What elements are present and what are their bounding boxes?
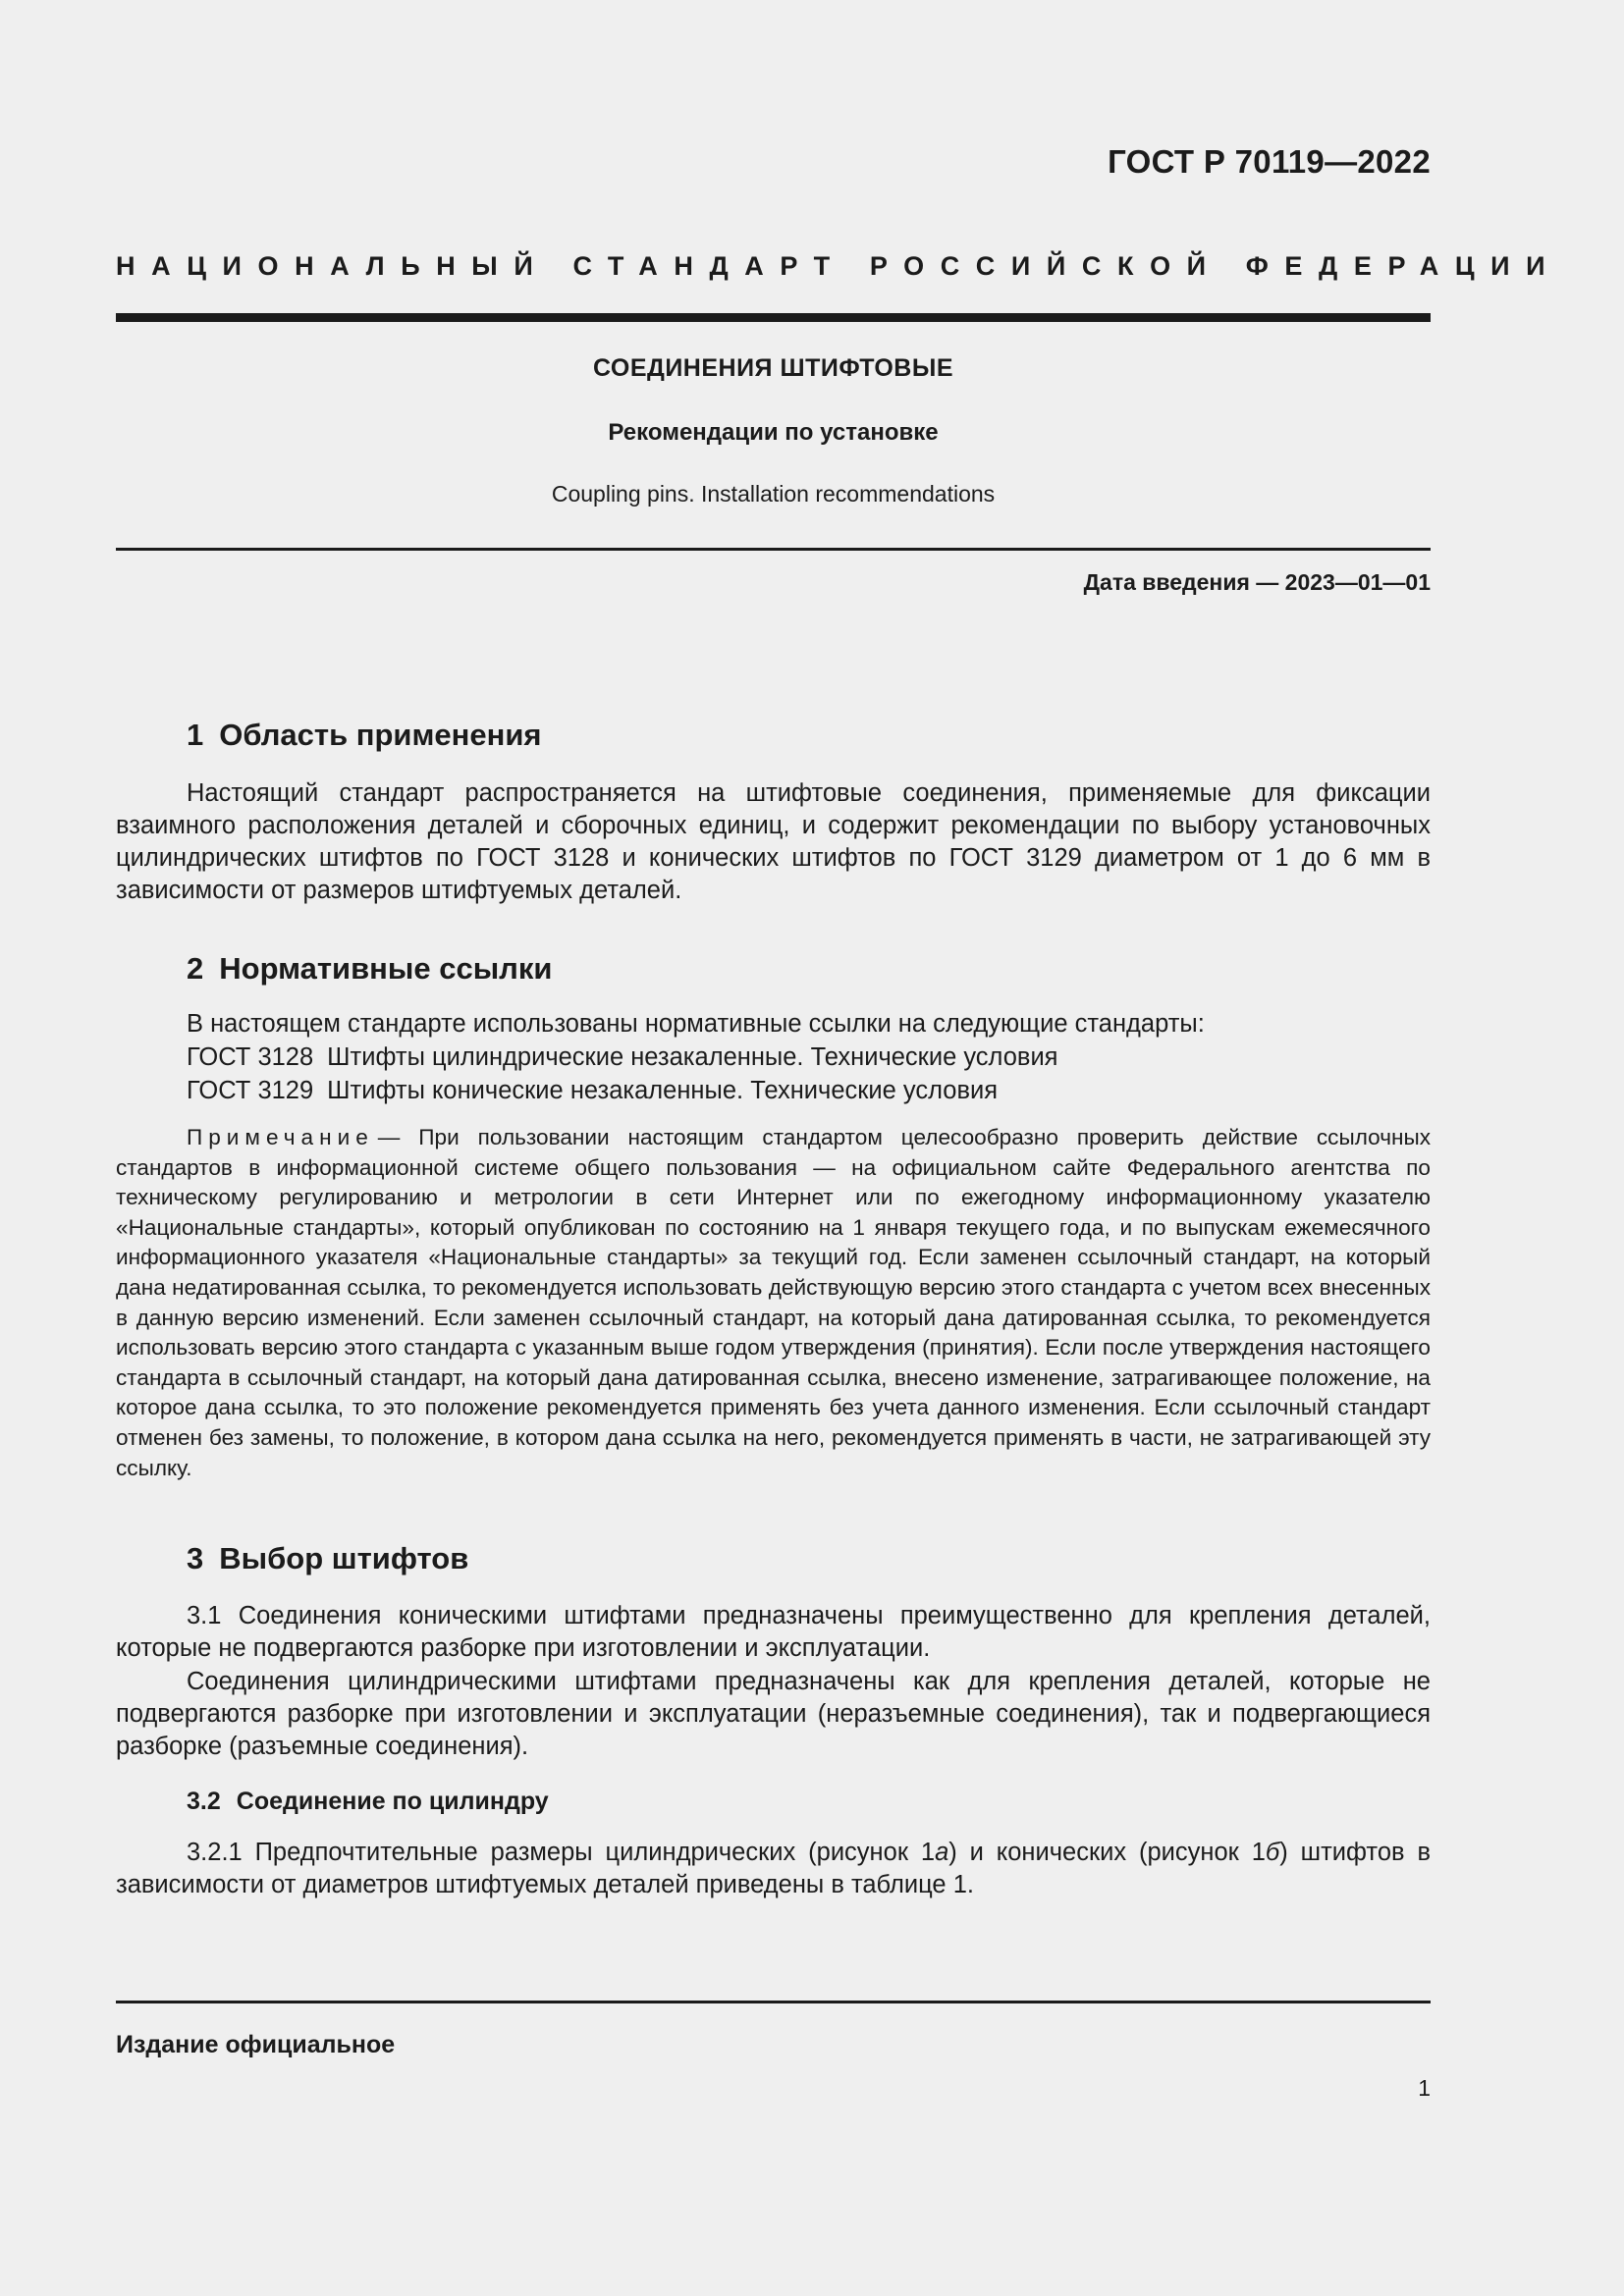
section-title: Выбор штифтов: [219, 1541, 469, 1575]
reference-item: [187, 1041, 1058, 1074]
section-number: 3: [187, 1541, 204, 1575]
section-number: 1: [187, 718, 204, 752]
section-title: Нормативные ссылки: [219, 951, 553, 986]
standard-banner: НАЦИОНАЛЬНЫЙ СТАНДАРТ РОССИЙСКОЙ ФЕДЕРАЦИИ: [116, 251, 1562, 281]
edition-label: Издание официальное: [116, 2031, 396, 2058]
document-page: [116, 0, 1562, 2296]
paragraph-text: ) штифтов в зависимости от диаметров штифтуемых деталей приведены в таблице 1.: [116, 1839, 1431, 1898]
section-1-paragraph: Настоящий стандарт распространяется на штифтовые соединения, применяемые для фиксации взаимного расположения деталей и сборочных единиц, и содержит рекомендации по выбору установочных цилиндрических штифтов по ГОСТ 3128 и конических штифтов по ГОСТ 3129 диаметром от 1 до 6 мм в зависимости от размеров штифтуемых деталей.: [116, 779, 1431, 904]
section-3-1-paragraph-2: Соединения цилиндрическими штифтами предназначены как для крепления деталей, которые не подвергаются разборке при изготовлении и эксплуатации (неразъемные соединения), так и подвергающиеся разборке (разъемные соединения).: [116, 1668, 1431, 1760]
reference-item: [187, 1075, 998, 1107]
section-3-1-paragraph: 3.1 Соединения коническими штифтами предназначены преимущественно для крепления деталей, которые не подвергаются разборке при изготовлении и эксплуатации.: [116, 1602, 1431, 1662]
footer-rule: [116, 2001, 1431, 2003]
document-subtitle: Рекомендации по установке: [608, 419, 939, 446]
references-intro: В настоящем стандарте использованы нормативные ссылки на следующие стандарты:: [187, 1010, 1205, 1038]
figure-ref-a: а: [935, 1839, 949, 1866]
header-rule: [116, 313, 1431, 322]
note-label: Примечание: [187, 1125, 374, 1149]
reference-code: ГОСТ 3128: [187, 1043, 314, 1071]
subsection-title: Соединение по цилиндру: [236, 1788, 549, 1815]
section-3-heading: [187, 1541, 468, 1576]
figure-ref-b: б: [1265, 1839, 1280, 1866]
introduction-date: Дата введения — 2023—01—01: [1083, 569, 1431, 595]
note-paragraph: [116, 1123, 1431, 1483]
title-rule: [116, 548, 1431, 551]
page-number: 1: [1418, 2075, 1431, 2101]
note-text: — При пользовании настоящим стандартом целесообразно проверить действие ссылочных стандартов в информационной системе общего пользования — на официальном сайте Федерального агентства по техническому регулированию и метрологии в сети Интернет или по ежегодному информационному указателю «Национальные стандарты», который опубликован по состоянию на 1 января текущего года, и по выпускам ежемесячного информационного указателя «Национальные стандарты» за текущий год. Если заменен ссылочный стандарт, на который дана недатированная ссылка, то рекомендуется использовать действующую версию этого стандарта с учетом всех внесенных в данную версию изменений. Если заменен ссылочный стандарт, на который дана датированная ссылка, то рекомендуется использовать версию этого стандарта с указанным выше годом утверждения (принятия). Если после утверждения настоящего стандарта в ссылочный стандарт, на который дана датированная ссылка, внесено изменение, затрагивающее положение, на которое дана ссылка, то это положение рекомендуется применять без учета данного изменения. Если ссылочный стандарт отменен без замены, то положение, в котором дана ссылка на него, рекомендуется применять в части, не затрагивающей эту ссылку.: [116, 1125, 1431, 1480]
section-1-heading: [187, 718, 542, 753]
paragraph-text: 3.2.1 Предпочтительные размеры цилиндрических (рисунок 1: [187, 1839, 936, 1866]
subsection-number: 3.2: [187, 1788, 221, 1815]
section-2-heading: [187, 951, 552, 987]
section-3-2-1-paragraph: [116, 1837, 1431, 1901]
section-number: 2: [187, 951, 204, 986]
section-title: Область применения: [219, 718, 542, 752]
reference-code: ГОСТ 3129: [187, 1077, 314, 1104]
document-title: СОЕДИНЕНИЯ ШТИФТОВЫЕ: [592, 354, 954, 382]
document-number: ГОСТ Р 70119—2022: [1108, 143, 1431, 180]
reference-title: Штифты цилиндрические незакаленные. Технические условия: [327, 1043, 1058, 1071]
document-title-english: Coupling pins. Installation recommendations: [551, 481, 996, 507]
paragraph-text: ) и конических (рисунок 1: [948, 1839, 1266, 1866]
reference-title: Штифты конические незакаленные. Технические условия: [327, 1077, 999, 1104]
subsection-3-2-heading: [187, 1788, 549, 1816]
